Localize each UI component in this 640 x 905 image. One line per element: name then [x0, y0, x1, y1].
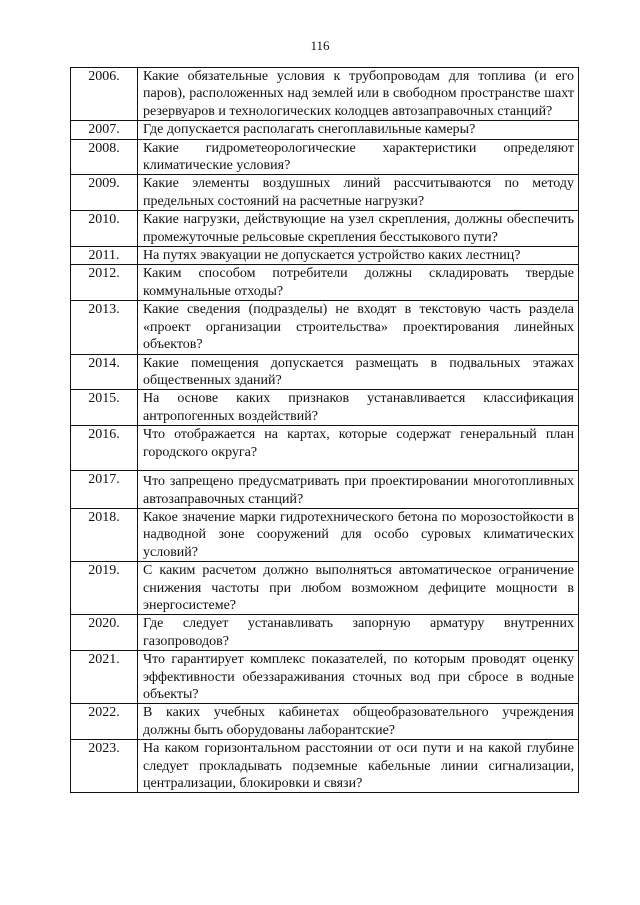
question-number: 2013. [71, 301, 138, 354]
questions-table [70, 67, 579, 793]
table-row [71, 740, 579, 793]
table-row [71, 175, 579, 211]
question-text: На основе каких признаков устанавливается классификация антропогенных воздействий? [138, 390, 579, 426]
table-row [71, 121, 579, 139]
question-number: 2018. [71, 508, 138, 561]
question-text: На путях эвакуации не допускается устройство каких лестниц? [138, 247, 579, 265]
table-row [71, 68, 579, 121]
question-text: С каким расчетом должно выполняться автоматическое ограничение снижения частоты при любом возможном дефиците мощности в энергосистеме? [138, 562, 579, 615]
table-row [71, 426, 579, 471]
table-row [71, 265, 579, 301]
question-text: Где следует устанавливать запорную арматуру внутренних газопроводов? [138, 615, 579, 651]
question-text: Какие обязательные условия к трубопроводам для топлива (и его паров), расположенных над землей или в свободном пространстве шахт резервуаров и технологических колодцев автозаправочных станций? [138, 68, 579, 121]
question-text: Какие гидрометеорологические характеристики определяют климатические условия? [138, 139, 579, 175]
table-row [71, 704, 579, 740]
question-text: Что отображается на картах, которые содержат генеральный план городского округа? [138, 426, 579, 471]
question-number: 2022. [71, 704, 138, 740]
question-number: 2007. [71, 121, 138, 139]
question-number: 2009. [71, 175, 138, 211]
question-number: 2010. [71, 211, 138, 247]
question-text: Какие сведения (подразделы) не входят в текстовую часть раздела «проект организации строительства» проектирования линейных объектов? [138, 301, 579, 354]
question-number: 2017. [71, 471, 138, 509]
table-row [71, 651, 579, 704]
table-row [71, 508, 579, 561]
table-row [71, 354, 579, 390]
question-number: 2023. [71, 740, 138, 793]
table-row [71, 471, 579, 509]
question-text: Какие элементы воздушных линий рассчитываются по методу предельных состояний на расчетные нагрузки? [138, 175, 579, 211]
question-number: 2019. [71, 562, 138, 615]
table-row [71, 562, 579, 615]
table-row [71, 301, 579, 354]
question-number: 2011. [71, 247, 138, 265]
question-number: 2006. [71, 68, 138, 121]
question-number: 2012. [71, 265, 138, 301]
table-row [71, 139, 579, 175]
table-row [71, 390, 579, 426]
table-row [71, 211, 579, 247]
question-number: 2016. [71, 426, 138, 471]
question-number: 2014. [71, 354, 138, 390]
question-text: Какое значение марки гидротехнического бетона по морозостойкости в надводной зоне сооружений для особо суровых климатических условий? [138, 508, 579, 561]
question-number: 2015. [71, 390, 138, 426]
question-number: 2008. [71, 139, 138, 175]
question-number: 2021. [71, 651, 138, 704]
page-number: 116 [310, 38, 330, 53]
question-text: На каком горизонтальном расстоянии от оси пути и на какой глубине следует прокладывать подземные кабельные линии сигнализации, централизации, блокировки и связи? [138, 740, 579, 793]
table-row [71, 247, 579, 265]
question-text: Какие нагрузки, действующие на узел скрепления, должны обеспечить промежуточные рельсовые скрепления бесстыкового пути? [138, 211, 579, 247]
question-text: Где допускается располагать снегоплавильные камеры? [138, 121, 579, 139]
question-text: Какие помещения допускается размещать в подвальных этажах общественных зданий? [138, 354, 579, 390]
question-text: Что гарантирует комплекс показателей, по которым проводят оценку эффективности обеззараживания сточных вод при сбросе в водные объекты? [138, 651, 579, 704]
question-number: 2020. [71, 615, 138, 651]
question-text: В каких учебных кабинетах общеобразовательного учреждения должны быть оборудованы лаборантские? [138, 704, 579, 740]
question-text: Что запрещено предусматривать при проектировании многотопливных автозаправочных станций? [138, 471, 579, 509]
question-text: Каким способом потребители должны складировать твердые коммунальные отходы? [138, 265, 579, 301]
table-row [71, 615, 579, 651]
